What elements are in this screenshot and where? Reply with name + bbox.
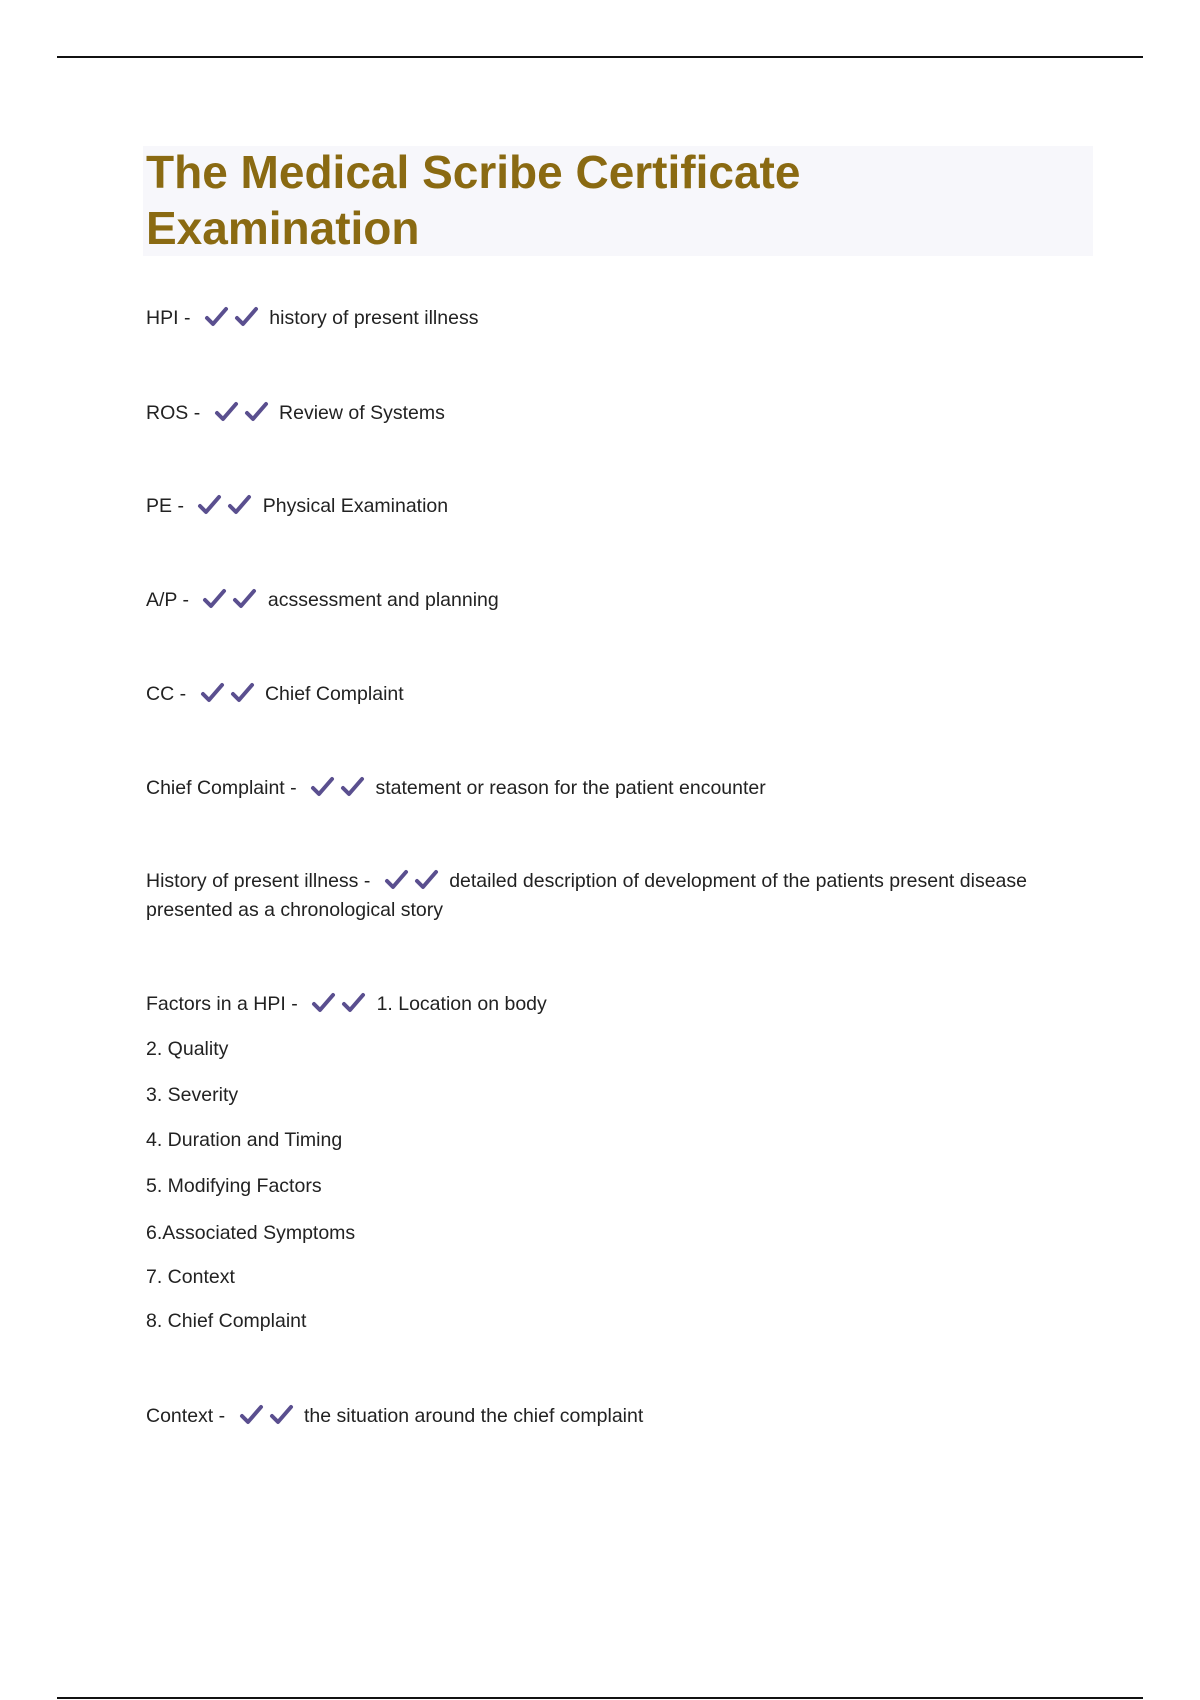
entry-separator: -	[179, 683, 187, 705]
entry-separator: -	[363, 870, 371, 892]
checkmark-icon	[234, 306, 260, 328]
factor-list-item: 3. Severity	[146, 1084, 239, 1106]
entry-separator: -	[218, 1405, 226, 1427]
entry-definition: 1. Location on body	[376, 993, 547, 1015]
header-rule	[57, 56, 1143, 58]
checkmark-icon	[340, 776, 366, 798]
checkmark-icon	[311, 992, 337, 1014]
factor-list-item: 8. Chief Complaint	[146, 1310, 307, 1332]
entry-term: Context	[146, 1405, 214, 1427]
document-title: The Medical Scribe Certificate Examination	[146, 146, 801, 254]
entry-definition: Chief Complaint	[264, 683, 404, 705]
entry-term: ROS	[146, 402, 189, 424]
checkmark-icon	[230, 682, 256, 704]
entry-pe	[146, 492, 1086, 521]
entry-term: A/P	[146, 589, 178, 611]
checkmark-icon	[341, 992, 367, 1014]
entry-separator: -	[177, 495, 184, 517]
entry-term: CC	[146, 683, 175, 705]
entry-ros	[146, 399, 1086, 428]
factor-list-item: 4. Duration and Timing	[146, 1129, 343, 1151]
factor-list-item: 7. Context	[146, 1266, 235, 1288]
entry-term: History of present illness	[146, 870, 359, 892]
checkmark-icon	[200, 682, 226, 704]
entry-term: Factors in a HPI	[146, 993, 286, 1015]
factor-list-item: 5. Modifying Factors	[146, 1175, 322, 1197]
checkmark-icon	[214, 401, 240, 423]
checkmark-icon	[202, 588, 228, 610]
entry-factors-in-hpi	[146, 990, 1086, 1019]
entry-hpi	[146, 304, 1086, 333]
entry-definition: Review of Systems	[279, 402, 445, 424]
entry-definition: Physical Examination	[262, 495, 449, 517]
checkmark-icon	[197, 494, 223, 516]
entry-separator: -	[291, 993, 298, 1015]
factor-list-item: 2. Quality	[146, 1038, 229, 1060]
checkmark-icon	[310, 776, 336, 798]
checkmark-icon	[269, 1404, 295, 1426]
entry-term: Chief Complaint	[146, 777, 285, 799]
entry-chief-complaint	[146, 774, 1086, 803]
checkmark-icon	[232, 588, 258, 610]
entry-separator: -	[193, 402, 201, 424]
factor-list-item: 6.Associated Symptoms	[146, 1222, 356, 1244]
checkmark-icon	[227, 494, 253, 516]
entry-definition: statement or reason for the patient encounter	[375, 777, 766, 799]
footer-rule	[57, 1697, 1143, 1699]
entry-definition: history of present illness	[269, 307, 479, 329]
entry-context	[146, 1402, 1086, 1431]
entry-term: HPI	[146, 307, 179, 329]
entry-cc	[146, 680, 1086, 709]
checkmark-icon	[384, 869, 410, 891]
checkmark-icon	[414, 869, 440, 891]
entry-ap	[146, 586, 1086, 615]
checkmark-icon	[244, 401, 270, 423]
checkmark-icon	[239, 1404, 265, 1426]
checkmark-icon	[204, 306, 230, 328]
entry-definition: detailed description of development of the patients present disease presented as a chronological story	[146, 870, 1027, 921]
entry-separator: -	[182, 589, 189, 611]
entry-definition: acssessment and planning	[267, 589, 499, 611]
entry-separator: -	[290, 777, 297, 799]
entry-term: PE	[146, 495, 173, 517]
entry-history-of-present-illness	[146, 867, 1086, 925]
entry-definition: the situation around the chief complaint	[303, 1405, 644, 1427]
entry-separator: -	[183, 307, 191, 329]
